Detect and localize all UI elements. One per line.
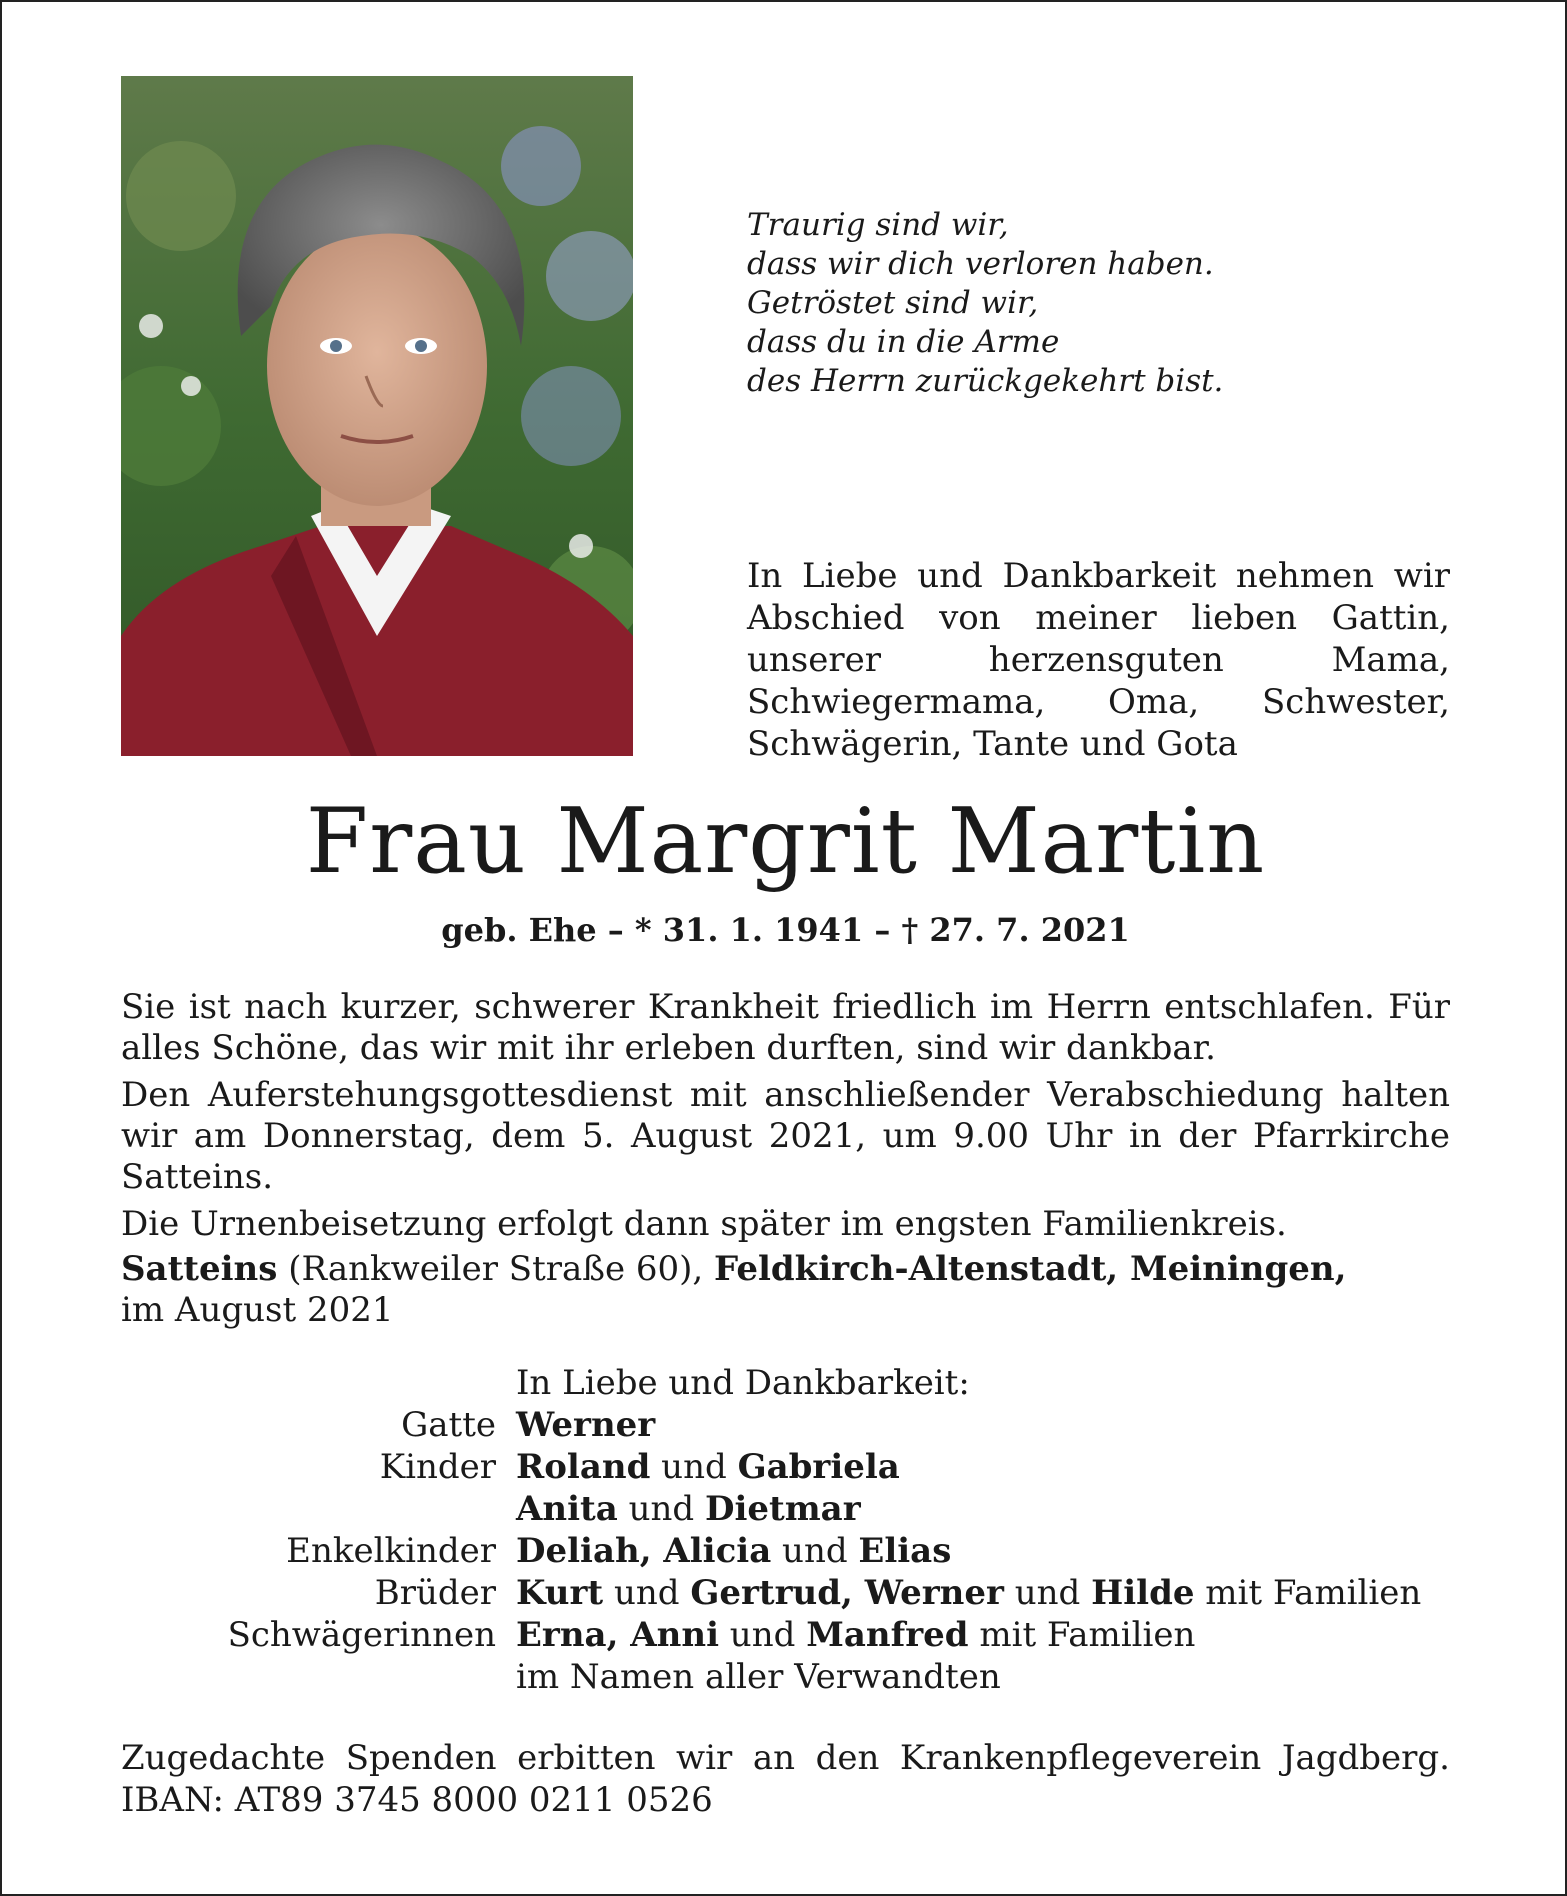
mourner-row-kinder: Kinder Roland und Gabriela bbox=[121, 1446, 1461, 1488]
poem-line: Traurig sind wir, bbox=[747, 207, 1009, 243]
mourner-name: Deliah, Alicia bbox=[516, 1531, 772, 1571]
mourner-row-kinder-2: Anita und Dietmar bbox=[516, 1489, 861, 1529]
mourner-name: Elias bbox=[858, 1531, 952, 1571]
deceased-name: Frau Margrit Martin bbox=[305, 789, 1266, 894]
poem-line: dass du in die Arme bbox=[747, 324, 1060, 360]
mourner-row-enkelkinder: Enkelkinder Deliah, Alicia und Elias bbox=[121, 1530, 1461, 1572]
mourner-role: Gatte bbox=[401, 1405, 496, 1445]
mourner-name: Gabriela bbox=[737, 1447, 900, 1487]
mourners-heading: In Liebe und Dankbarkeit: bbox=[516, 1363, 970, 1403]
mourner-role: Enkelkinder bbox=[286, 1531, 496, 1571]
donation-iban: IBAN: AT89 3745 8000 0211 0526 bbox=[121, 1780, 713, 1820]
body-paragraph: Den Auferstehungsgottesdienst mit anschließender Verabschiedung halten wir am Donnerstag, dem 5. August 2021, um 9.00 Uhr in der Pfarrkirche Satteins. bbox=[121, 1075, 1450, 1197]
date-line: im August 2021 bbox=[121, 1290, 394, 1330]
mourners-closing: im Namen aller Verwandten bbox=[516, 1657, 1001, 1697]
mourner-name: Kurt bbox=[516, 1573, 604, 1613]
mourner-name: Gertrud, Werner bbox=[690, 1573, 1004, 1613]
poem-line: des Herrn zurückgekehrt bist. bbox=[747, 363, 1224, 399]
mourner-row-gatte bbox=[121, 1404, 1461, 1446]
mourner-row-schwaegerinnen: Schwägerinnen Erna, Anni und Manfred mit Familien bbox=[121, 1614, 1461, 1656]
announcement-body bbox=[121, 987, 1450, 1251]
place-town: Satteins bbox=[121, 1249, 278, 1289]
intro-text bbox=[747, 555, 1450, 765]
donation-note bbox=[121, 1737, 1450, 1821]
mourner-name: Manfred bbox=[806, 1615, 969, 1655]
mourner-name: Hilde bbox=[1091, 1573, 1195, 1613]
mourner-name: Anita bbox=[516, 1489, 618, 1529]
body-paragraph: Die Urnenbeisetzung erfolgt dann später im engsten Familienkreis. bbox=[121, 1204, 1287, 1244]
mourners-heading-row bbox=[121, 1362, 1461, 1404]
mourner-role: Brüder bbox=[374, 1573, 496, 1613]
mourners-list bbox=[121, 1362, 1461, 1698]
poem bbox=[747, 206, 1447, 401]
place-and-date bbox=[121, 1249, 1461, 1331]
mourner-name: Werner bbox=[516, 1405, 656, 1445]
mourner-name: Roland bbox=[516, 1447, 651, 1487]
mourner-name: Erna, Anni bbox=[516, 1615, 719, 1655]
place-others: Feldkirch-Altenstadt, Meiningen, bbox=[714, 1249, 1347, 1289]
poem-line: Getröstet sind wir, bbox=[747, 285, 1039, 321]
mourners-closing-row bbox=[121, 1656, 1461, 1698]
body-paragraph: Sie ist nach kurzer, schwerer Krankheit friedlich im Herrn entschlafen. Für alles Schöne, das wir mit ihr erleben durften, sind wir dankbar. bbox=[121, 987, 1450, 1068]
poem-line: dass wir dich verloren haben. bbox=[747, 246, 1214, 282]
donation-text: Zugedachte Spenden erbitten wir an den Krankenpflegeverein Jagdberg. bbox=[121, 1738, 1450, 1778]
mourner-role: Schwägerinnen bbox=[227, 1615, 496, 1655]
intro-paragraph: In Liebe und Dankbarkeit nehmen wir Abschied von meiner lieben Gattin, unserer herzensguten Mama, Schwiegermama, Oma, Schwester, Schwägerin, Tante und Gota bbox=[747, 556, 1450, 764]
mourner-name: Dietmar bbox=[704, 1489, 861, 1529]
portrait-image bbox=[121, 76, 633, 756]
place-line bbox=[121, 1249, 1461, 1290]
mourner-row-brueder: Brüder Kurt und Gertrud, Werner und Hilde mit Familien bbox=[121, 1572, 1461, 1614]
place-address: (Rankweiler Straße 60), bbox=[277, 1249, 715, 1289]
portrait-photo bbox=[121, 76, 633, 756]
birth-death-dates: geb. Ehe – * 31. 1. 1941 – † 27. 7. 2021 bbox=[441, 911, 1130, 949]
mourner-role: Kinder bbox=[379, 1447, 496, 1487]
